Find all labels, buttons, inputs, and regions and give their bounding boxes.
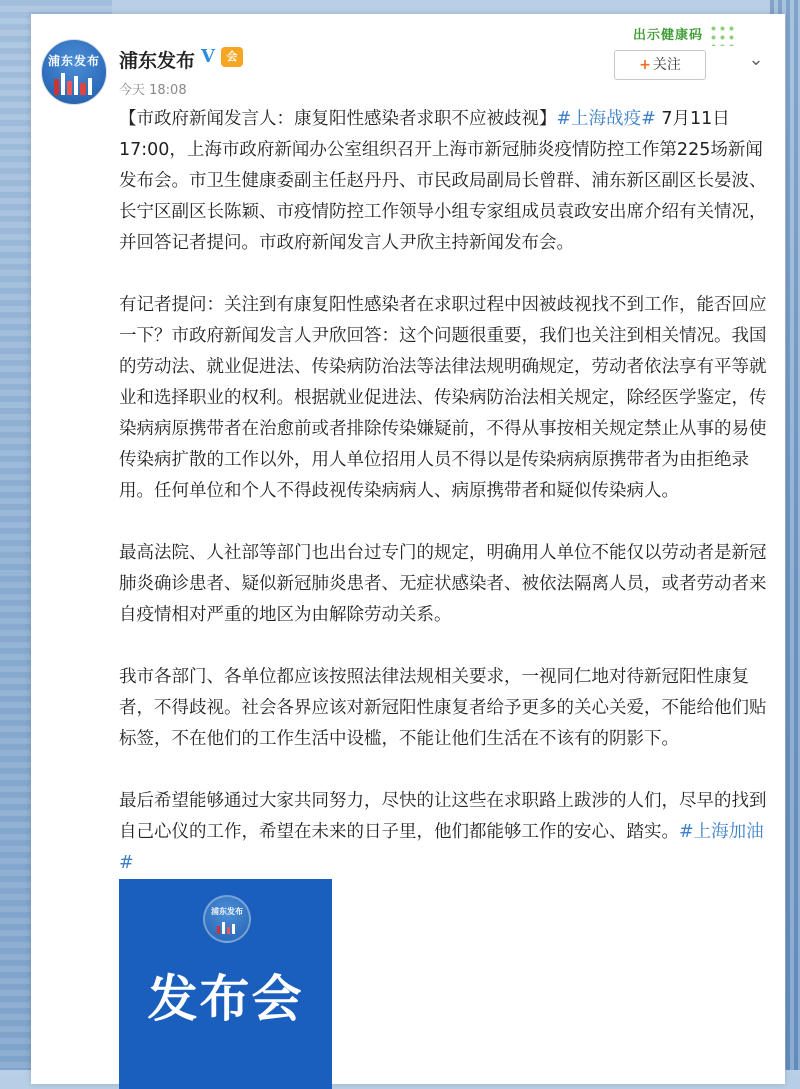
paragraph-text: 最高法院、人社部等部门也出台过专门的规定，明确用人单位不能仅以劳动者是新冠肺炎确诊患者、疑似新冠肺炎患者、无症状感染者、被依法隔离人员，或者劳动者来自疫情相对严重的地区为由解除劳动关系。 (119, 543, 767, 625)
hashtag-link[interactable]: #上海加油# (119, 822, 764, 873)
post-paragraph (119, 662, 771, 755)
paragraph-text: 【市政府新闻发言人：康复阳性感染者求职不应被歧视】 (119, 109, 557, 129)
image-logo-text: 浦东发布 (211, 907, 243, 916)
image-logo (203, 895, 251, 943)
paragraph-text: 有记者提问：关注到有康复阳性感染者在求职过程中因被歧视找不到工作，能否回应一下？市政府新闻发言人尹欣回答：这个问题很重要，我们也关注到相关情况。我国的劳动法、就业促进法、传染病防治法等法律法规明确规定，劳动者依法享有平等就业和选择职业的权利。根据就业促进法、传染病防治法相关规定，除经医学鉴定，传染病病原携带者在治愈前或者排除传染嫌疑前，不得从事按相关规定禁止从事的易使传染病扩散的工作以外，用人单位招用人员不得以是传染病病原携带者为由拒绝录用。任何单位和个人不得歧视传染病病人、病原携带者和疑似传染病人。 (119, 295, 767, 501)
follow-label: 关注 (652, 57, 681, 73)
plus-icon: + (639, 57, 651, 73)
follow-button[interactable] (614, 50, 706, 80)
post-image[interactable] (119, 879, 332, 1089)
post-paragraph (119, 786, 771, 879)
post-paragraph (119, 538, 771, 631)
paragraph-text: 7月11日17:00，上海市政府新闻办公室组织召开上海市新冠肺炎疫情防控工作第225场新闻发布会。市卫生健康委副主任赵丹丹、市民政局副局长曾群、浦东新区副区长晏波、长宁区副区长陈颖、市疫情防控工作领导小组专家组成员袁政安出席介绍有关情况，并回答记者提问。市政府新闻发言人尹欣主持新闻发布会。 (119, 109, 767, 253)
image-title: 发布会 (147, 970, 304, 1028)
avatar-brand-text: 浦东发布 (47, 54, 100, 68)
post-timestamp[interactable]: 今天 18:08 (119, 83, 187, 98)
post-paragraph (119, 290, 771, 507)
weibo-post-card (31, 14, 785, 1084)
verified-icon: V (201, 46, 215, 67)
author-name[interactable]: 浦东发布 (119, 50, 196, 72)
avatar[interactable] (41, 39, 107, 105)
post-content (119, 104, 771, 910)
avatar-skyline-icon (52, 71, 96, 95)
vip-badge-icon: 会 (221, 47, 243, 67)
health-code-tag (633, 24, 733, 48)
paragraph-text: 我市各部门、各单位都应该按照法律法规相关要求，一视同仁地对待新冠阳性康复者，不得歧视。社会各界应该对新冠阳性康复者给予更多的关心关爱，不能给他们贴标签，不在他们的工作生活中设槛，不能让他们生活在不该有的阴影下。 (119, 667, 767, 749)
chevron-down-icon[interactable]: ⌄ (748, 49, 764, 70)
paragraph-text: 最后希望能够通过大家共同努力，尽快的让这些在求职路上跋涉的人们，尽早的找到自己心仪的工作，希望在未来的日子里，他们都能够工作的安心、踏实。 (119, 791, 767, 842)
image-skyline-icon (217, 922, 237, 934)
post-paragraph (119, 104, 771, 259)
hashtag-link[interactable]: #上海战疫# (556, 109, 656, 129)
decor-dots-icon (709, 24, 735, 46)
health-code-tag-text: 出示健康码 (633, 28, 704, 43)
